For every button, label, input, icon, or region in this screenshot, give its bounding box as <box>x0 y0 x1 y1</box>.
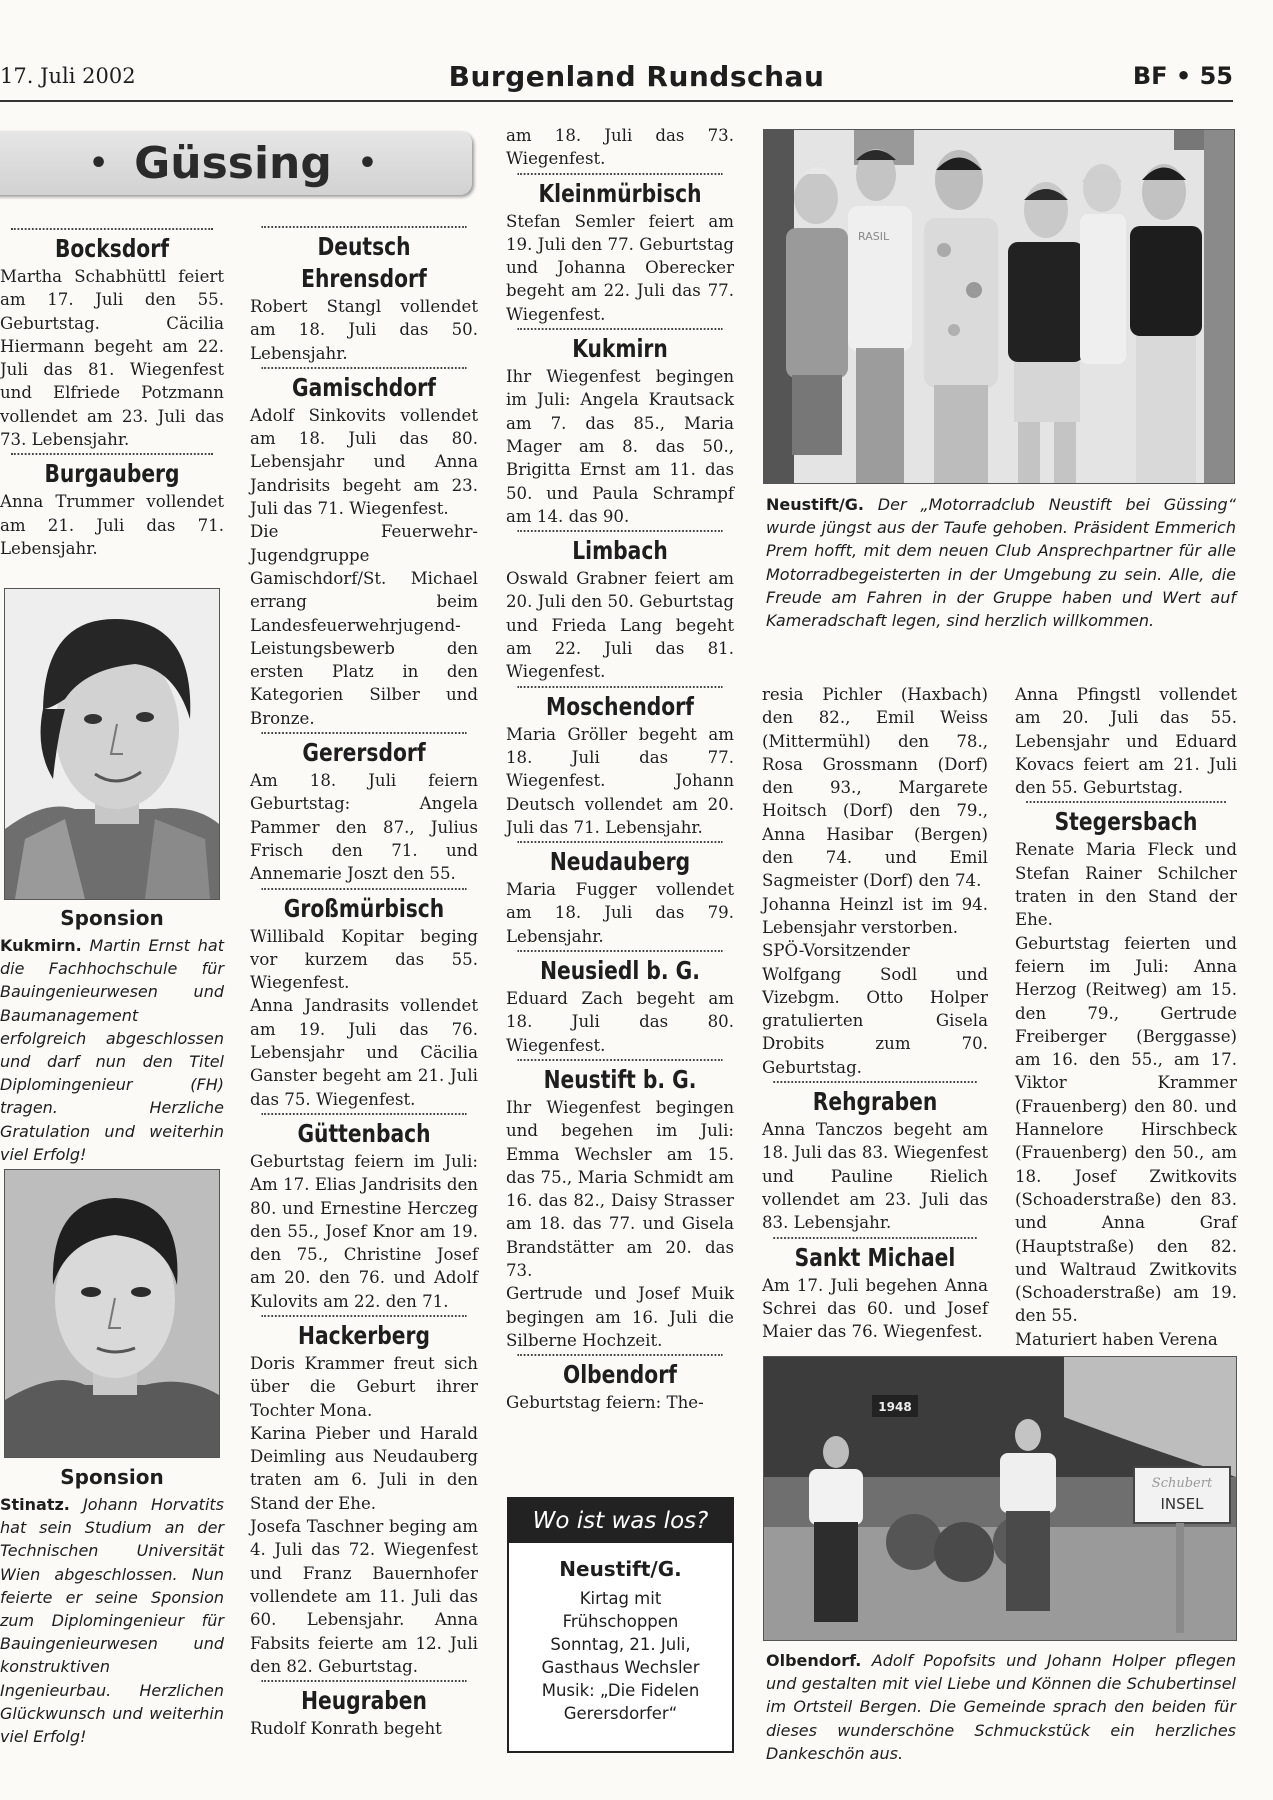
article-text: Am 18. Juli feiern Geburtstag: Angela Pammer den 87., Julius Frisch den 71. und Annemarie Joszt den 55. <box>250 771 478 884</box>
caption-body: Martin Ernst hat die Fachhochschule für Bauingenieurwesen und Baumanagement erfolgreich abgeschlossen und darf nun den Titel Diplomingenieur (FH) tragen. Herzliche Gratulation und weiterhin viel Erfolg! <box>0 936 224 1164</box>
article-text: Geburtstag feiern im Juli: Am 17. Elias Jandrisits den 80. und Ernestine Herczeg den 55., Josef Knor am 19. den 75., Christine Josef am 20. den 76. und Adolf Kulovits am 22. den 71. <box>250 1151 478 1311</box>
town-heading: Rehgraben <box>773 1081 976 1118</box>
caption-text <box>0 934 224 1166</box>
portrait-photo-martin-ernst <box>4 588 220 900</box>
group-photo-motorradclub <box>763 129 1235 484</box>
town-heading: Burgauberg <box>11 453 213 490</box>
article-text: Maria Gröller begeht am 18. Juli das 77. Wiegenfest. Johann Deutsch vollendet am 20. Juli das 71. Lebensjahr. <box>506 724 734 837</box>
town-heading: Gerersdorf <box>261 732 466 769</box>
town-heading: Hackerberg <box>261 1315 466 1352</box>
photo-schubertinsel <box>763 1356 1237 1641</box>
article-text: Anna Pfingstl vollendet am 20. Juli das 55. Lebensjahr und Eduard Kovacs feiert am 21. Juli den 55. Geburtstag. <box>1015 685 1237 798</box>
article-text: Stefan Semler feiert am 19. Juli den 77. Geburtstag und Johanna Oberecker begeht am 22. Juli das 77. Wiegenfest. <box>506 211 734 324</box>
article-text: Oswald Grabner feiert am 20. Juli den 50. Geburtstag und Frieda Lang begeht am 22. Juli das 81. Wiegenfest. <box>506 569 734 682</box>
article-text: Josefa Taschner beging am 4. Juli das 72. Wiegenfest und Franz Bauernhofer vollendete am 11. Juli das 60. Lebensjahr. Anna Fabsits feierte am 12. Juli den 82. Geburtstag. <box>250 1517 478 1676</box>
article-text: Geburtstag feiern: The- <box>506 1393 704 1413</box>
article-text: Karina Pieber und Harald Deimling aus Neudauberg traten am 6. Juli in den Stand der Ehe. <box>250 1423 478 1513</box>
garden-illustration <box>764 1357 1236 1640</box>
town-heading: Moschendorf <box>517 686 722 723</box>
town-heading: Olbendorf <box>517 1354 722 1391</box>
article-text: Anna Tanczos begeht am 18. Juli das 83. Wiegenfest und Pauline Rielich vollendet am 23. Juli das 83. Lebensjahr. <box>762 1120 988 1233</box>
page-number: BF • 55 <box>1132 62 1233 90</box>
caption-body: Johann Horvatits hat sein Studium an der Technischen Universität Wien abgeschlossen. Nun feierte er seine Sponsion zum Diplomingenieur für Bauingenieurwesen und konstruktiven Ingenieurbau. Herzlichen Glückwunsch und weiterhin viel Erfolg! <box>0 1495 224 1747</box>
caption-heading: Sponsion <box>60 1465 164 1489</box>
article-text: Maturiert haben Verena <box>1015 1329 1218 1349</box>
article-text: Adolf Sinkovits vollendet am 18. Juli das 80. Lebensjahr und Anna Jandrisits begeht am 23. Juli das 71. Wiegenfest. <box>250 405 478 519</box>
portrait-photo-johann-horvatits <box>4 1169 220 1458</box>
column-4 <box>762 683 988 1343</box>
column-3 <box>506 124 734 1414</box>
article-text: Gertrude und Josef Muik begingen am 16. Juli die Silberne Hochzeit. <box>506 1284 734 1350</box>
caption-place: Kukmirn. <box>0 936 82 955</box>
article-text: Doris Krammer freut sich über die Geburt ihrer Tochter Mona. <box>250 1353 478 1420</box>
article-text: Renate Maria Fleck und Stefan Rainer Schilcher traten in den Stand der Ehe. <box>1015 840 1237 930</box>
article-text: Martha Schabhüttl feiert am 17. Juli den 55. Geburtstag. Cäcilia Hiermann begeht am 22. Juli das 81. Wiegenfest und Elfriede Potzmann vollendet am 23. Juli das 73. Lebensjahr. <box>0 267 224 450</box>
banner-dot-right: • <box>357 145 378 181</box>
info-line: Gasthaus Wechsler <box>541 1658 700 1677</box>
town-heading: Heugraben <box>261 1680 466 1717</box>
info-box-title: Wo ist was los? <box>509 1499 732 1543</box>
article-text: Eduard Zach begeht am 18. Juli das 80. Wiegenfest. <box>506 989 734 1055</box>
article-text: Robert Stangl vollendet am 18. Juli das 50. Lebensjahr. <box>250 297 478 363</box>
shirt-lettering: RASIL <box>858 230 890 243</box>
town-heading: Kleinmürbisch <box>517 173 722 210</box>
column-1 <box>0 226 224 560</box>
article-text: Rudolf Konrath begeht <box>250 1719 442 1739</box>
article-text: SPÖ-Vorsitzender Wolfgang Sodl und Vizebgm. Otto Holper gratulierten Gisela Drobits zum 70. Geburtstag. <box>762 941 988 1077</box>
caption-place: Neustift/G. <box>766 495 864 514</box>
caption-text <box>0 1493 224 1748</box>
portrait-illustration <box>5 589 219 899</box>
article-text: Ihr Wiegenfest begingen und begehen im Juli: Emma Wechsler am 15. das 75., Maria Schmidt am 16. das 82., Daisy Strasser am 18. das 77. und Gisela Brandstätter am 20. das 73. <box>506 1097 734 1280</box>
caption-place: Stinatz. <box>0 1495 70 1514</box>
caption-block-1 <box>0 906 224 1166</box>
caption-body: Der „Motorradclub Neustift bei Güssing“ wurde jüngst aus der Taufe gehoben. Präsident Emmerich Prem hofft, mit dem neuen Club Ansprechpartner für alle Motorradbegeisterten in der Umgebung zu sein. Alle, die Freude am Fahren in der Gruppe haben und Wert auf Kameradschaft legen, sind herzlich willkommen. <box>766 495 1236 631</box>
town-heading: Gamischdorf <box>261 367 466 404</box>
town-heading: Sankt Michael <box>773 1237 976 1274</box>
article-text: Geburtstag feierten und feiern im Juli: Anna Herzog (Reitweg) am 15. den 79., Gertrude Freiberger (Berggasse) am 16. den 55., am 17. Viktor Krammer (Frauenberg) den 80. und Hannelore Hirschbeck (Frauenberg) den 50., am 18. Josef Zwitkovits (Schoaderstraße) den 83. und Anna Graf (Hauptstraße) den 82. und Waltraud Zwitkovits (Schoaderstraße) am 19. den 55. <box>1015 933 1237 1326</box>
issue-date: 17. Juli 2002 <box>0 64 136 88</box>
info-line: Kirtag mit <box>579 1589 662 1608</box>
column-2 <box>250 224 478 1740</box>
town-heading: Neudauberg <box>517 841 722 878</box>
article-text: Willibald Kopitar beging vor kurzem das 55. Wiegenfest. <box>250 926 478 993</box>
sign-text: INSEL <box>1160 1495 1204 1513</box>
section-banner <box>0 131 472 195</box>
caption-schubertinsel <box>766 1649 1236 1765</box>
info-line: Musik: „Die Fidelen <box>541 1681 700 1700</box>
town-heading: Deutsch Ehrensdorf <box>261 226 466 295</box>
article-text: Am 17. Juli begehen Anna Schrei das 60. und Josef Maier das 76. Wiegenfest. <box>762 1275 988 1342</box>
article-text: am 18. Juli das 73. Wiegenfest. <box>506 126 734 169</box>
sign-year: 1948 <box>878 1400 912 1414</box>
banner-dot-left: • <box>88 145 109 181</box>
town-heading: Bocksdorf <box>11 228 213 265</box>
town-heading: Neusiedl b. G. <box>517 950 722 987</box>
town-heading: Güttenbach <box>261 1113 466 1150</box>
caption-heading: Sponsion <box>60 906 164 930</box>
caption-place: Olbendorf. <box>766 1651 862 1670</box>
caption-block-2 <box>0 1465 224 1748</box>
town-heading: Kukmirn <box>517 328 722 365</box>
info-box-town: Neustift/G. <box>559 1557 682 1581</box>
article-text: Maria Fugger vollendet am 18. Juli das 79. Lebensjahr. <box>506 880 734 946</box>
info-line: Frühschoppen <box>562 1612 679 1631</box>
caption-body: Adolf Popofsits und Johann Holper pflegen und gestalten mit viel Liebe und Können die Schubertinsel im Ortsteil Bergen. Die Gemeinde sprach den beiden für dieses wunderschöne Schmuckstück ein herzliches Dankeschön aus. <box>766 1651 1237 1763</box>
sign-script: Schubert <box>1151 1476 1213 1491</box>
info-line: Sonntag, 21. Juli, <box>550 1635 691 1654</box>
article-text: Johanna Heinzl ist im 94. Lebensjahr verstorben. <box>762 894 988 937</box>
header-rule <box>0 100 1233 102</box>
article-text: resia Pichler (Haxbach) den 82., Emil Weiss (Mittermühl) den 78., Rosa Grossmann (Dorf) den 93., Margarete Hoitsch (Dorf) den 79., Anna Hasibar (Bergen) den 74. und Emil Sagmeister (Dorf) den 74. <box>762 685 988 891</box>
section-title: Güssing <box>134 137 332 189</box>
town-heading: Stegersbach <box>1026 801 1226 838</box>
town-heading: Großmürbisch <box>261 888 466 925</box>
article-text: Die Feuerwehr-Jugendgruppe Gamischdorf/St. Michael errang beim Landesfeuerwehrjugend-Leistungsbewerb den ersten Platz in den Kategorien Silber und Bronze. <box>250 522 478 728</box>
portrait-illustration <box>5 1170 219 1457</box>
event-info-box <box>507 1497 734 1753</box>
town-heading: Neustift b. G. <box>517 1059 722 1096</box>
info-line: Gerersdorfer“ <box>563 1704 678 1723</box>
caption-motorradclub <box>766 493 1236 632</box>
article-text: Ihr Wiegenfest begingen im Juli: Angela Krautsack am 7. das 85., Maria Mager am 8. das 50., Brigitta Ernst am 11. das 50. und Paula Schrampf am 14. das 90. <box>506 367 734 526</box>
newspaper-title: Burgenland Rundschau <box>448 60 825 93</box>
group-illustration <box>764 130 1234 483</box>
article-text: Anna Jandrasits vollendet am 19. Juli das 76. Lebensjahr und Cäcilia Ganster begeht am 21. Juli das 75. Wiegenfest. <box>250 996 478 1109</box>
column-5 <box>1015 683 1237 1351</box>
article-text: Anna Trummer vollendet am 21. Juli das 71. Lebensjahr. <box>0 492 224 558</box>
town-heading: Limbach <box>517 530 722 567</box>
